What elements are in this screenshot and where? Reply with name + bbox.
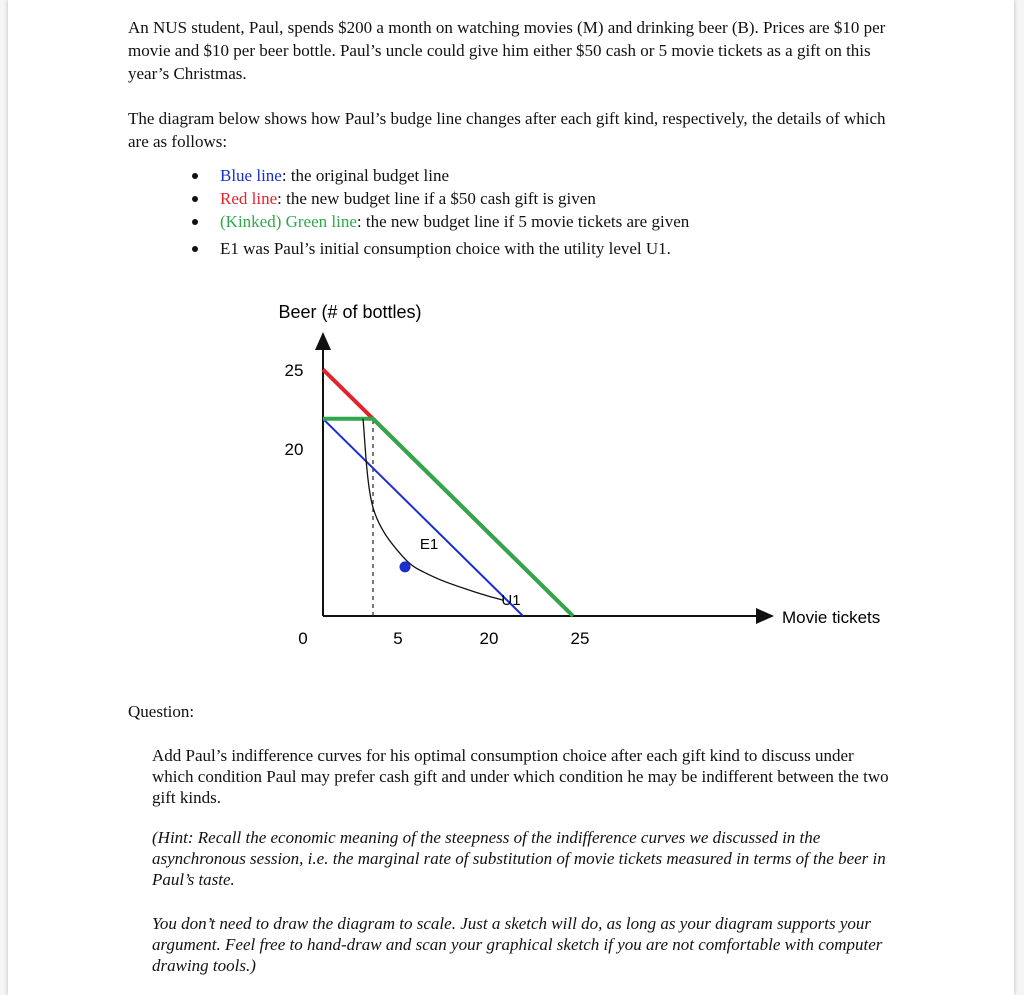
equilibrium-point-e1: [400, 561, 411, 572]
x-tick-label: 25: [570, 629, 590, 648]
bullet-label: Red line: [220, 189, 278, 208]
bullet-text: was Paul’s initial consumption choice with the utility level U1.: [238, 239, 671, 258]
label-u1: U1: [501, 592, 521, 610]
question-label: Question:: [128, 702, 195, 721]
y-tick-label: 20: [284, 440, 304, 459]
question-body: Add Paul’s indifference curves for his optimal consumption choice after each gift kind to discuss under which condition Paul may prefer cash gift and under which condition he may be indifferent between the two gift kinds.: [152, 746, 889, 807]
bullet-label: E1: [220, 239, 239, 258]
bullet-text: : the original budget line: [281, 166, 449, 185]
intro-paragraph-1: An NUS student, Paul, spends $200 a month on watching movies (M) and drinking beer (B). Prices are $10 per movie and $10 per beer bottle. Paul’s uncle could give him either $50 cash or 5 movie tickets as a gift on this year’s Christmas.: [128, 18, 886, 83]
x-tick-label: 20: [479, 629, 499, 648]
bullet-text: : the new budget line if 5 movie tickets are given: [356, 212, 690, 231]
y-axis-title: Beer (# of bottles): [278, 302, 422, 322]
indifference-curve-u1: [363, 419, 503, 600]
question-note: You don’t need to draw the diagram to scale. Just a sketch will do, as long as your diagram supports your argument. Feel free to hand-draw and scan your graphical sketch if you are not comfortable with computer drawing tools.): [152, 914, 883, 975]
x-tick-label: 5: [393, 629, 403, 648]
x-tick-label: 0: [298, 629, 308, 648]
bullet-text: : the new budget line if a $50 cash gift is given: [277, 189, 596, 208]
question-hint: (Hint: Recall the economic meaning of the steepness of the indifference curves we discussed in the asynchronous session, i.e. the marginal rate of substitution of movie tickets measured in terms of the beer in Paul’s taste.: [152, 828, 886, 889]
bullet-label: Blue line: [220, 166, 282, 185]
label-e1: E1: [419, 535, 439, 553]
intro-paragraph-2: The diagram below shows how Paul’s budge line changes after each gift kind, respectively, the details of which are as follows:: [128, 109, 886, 151]
blue-line-series: [323, 419, 523, 616]
bullet-label: (Kinked) Green line: [220, 212, 357, 231]
y-tick-label: 25: [284, 361, 304, 380]
x-axis-title: Movie tickets: [782, 608, 881, 627]
green-line-series: [323, 419, 573, 616]
